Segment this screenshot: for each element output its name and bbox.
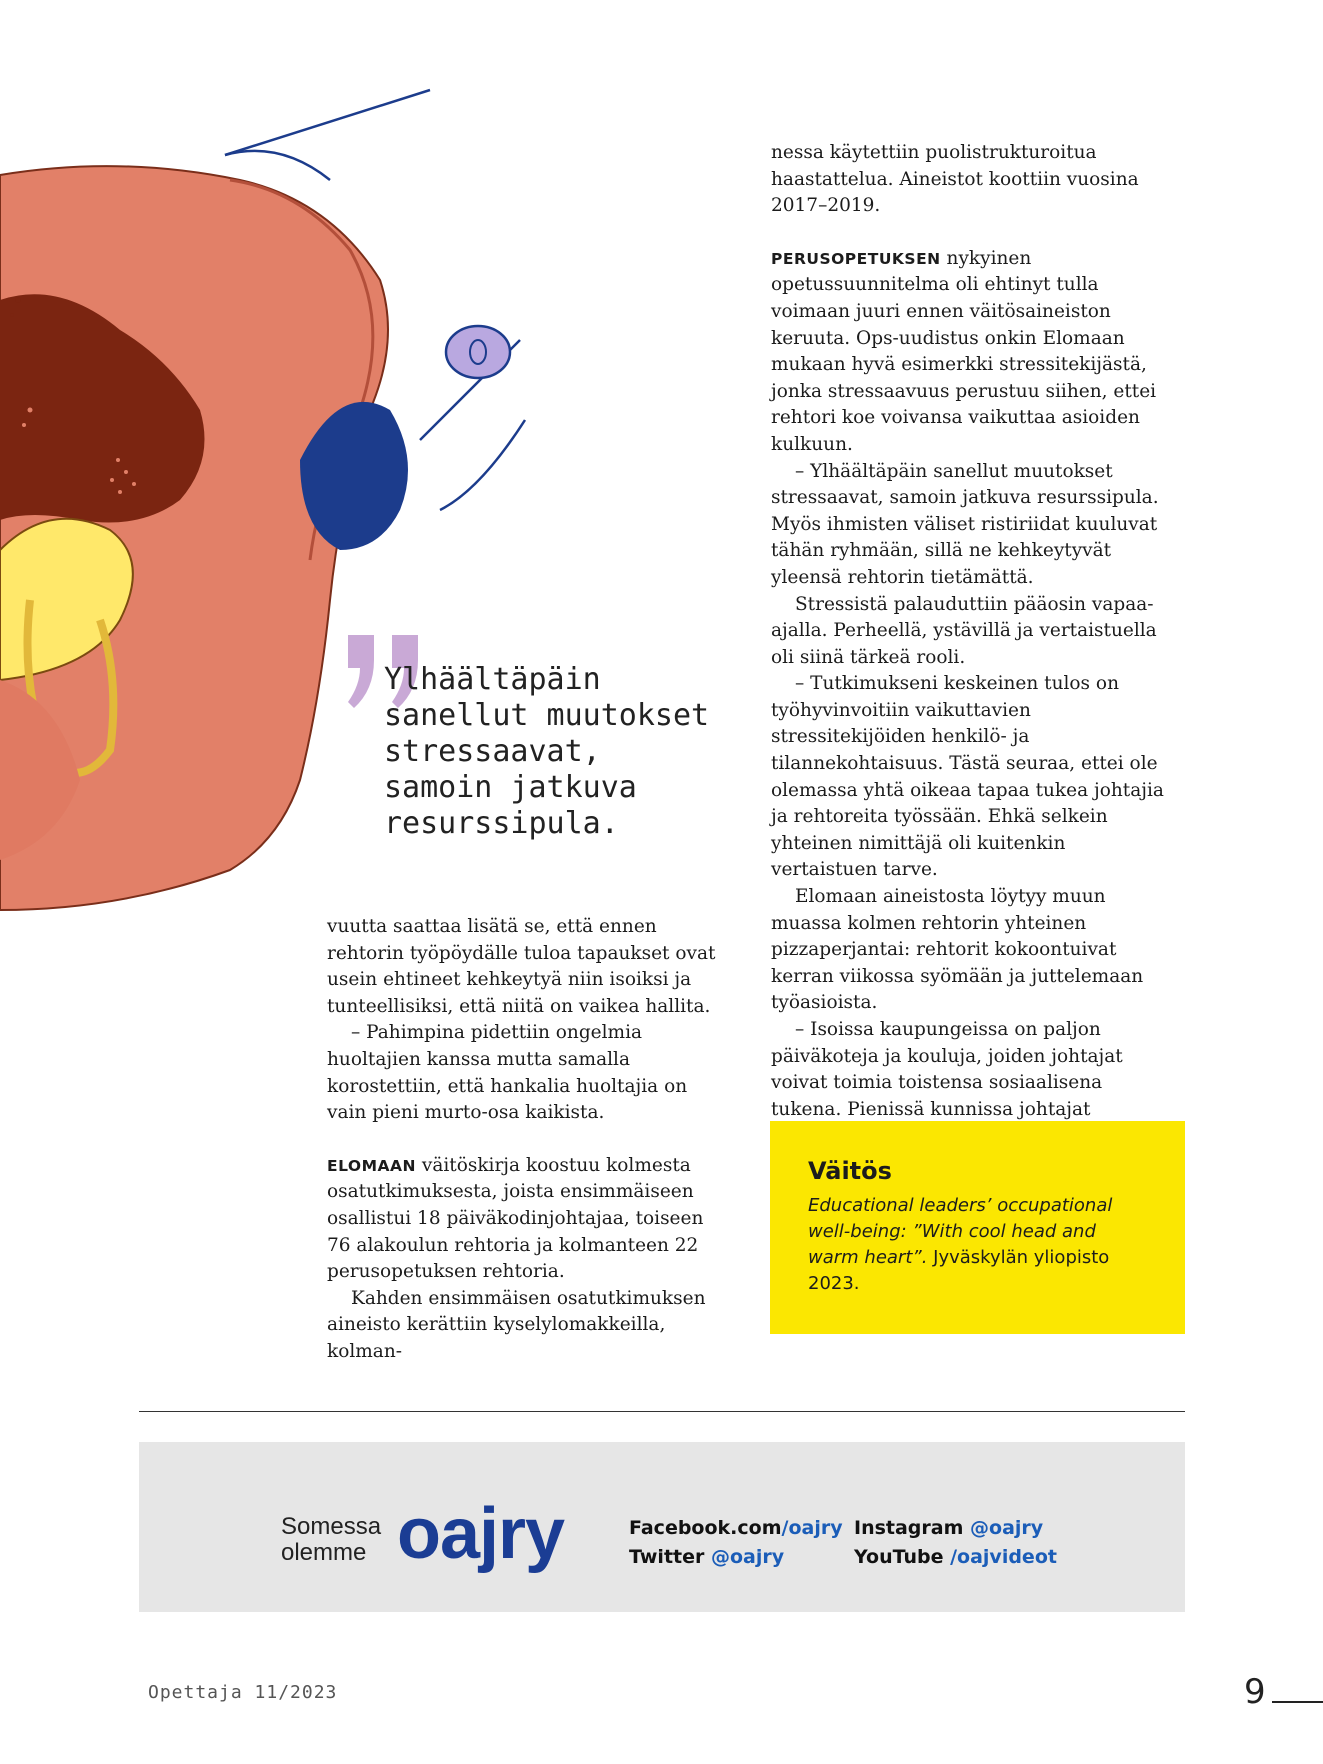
paragraph: Elomaan aineistosta löytyy muun muassa kolmen rehtorin yhteinen pizzaperjantai: rehtorit kokoontuivat kerran viikossa syömään ja juttelemaan työasioista.: [771, 886, 1144, 1014]
paragraph: – Tutkimukseni keskeinen tulos on työhyvinvoitiin vaikuttavien stressitekijöiden henkilö- ja tilannekohtaisuus. Tästä seuraa, ettei ole olemassa yhtä oikeaa tapaa tukea johtajia ja rehtoreita työssään. Ehkä selkein yhteinen nimittäjä oli kuitenkin vertaistuen tarve.: [771, 673, 1164, 881]
paragraph-with-lead: [771, 246, 1175, 459]
section-divider: [139, 1411, 1185, 1412]
somessa-olemme-text: [281, 1514, 381, 1566]
youtube-link[interactable]: YouTube /oajvideot: [854, 1546, 1057, 1568]
paragraph-text: väitöskirja koostuu kolmesta osatutkimuksesta, joista ensimmäiseen osallistui 18 päiväkodinjohtajaa, toiseen 76 alakoulun rehtoria ja kolmanteen 22 perusopetuksen rehtoria.: [327, 1154, 704, 1283]
social-links-right: [854, 1514, 1057, 1572]
paragraph: – Ylhäältäpäin sanellut muutokset stressaavat, samoin jatkuva resurssipula. Myös ihmisten väliset ristiriidat kuuluvat tähän ryhmään, sillä ne kehkeytyvät yleensä rehtorin tietämättä.: [771, 460, 1159, 588]
pull-quote: [384, 662, 744, 842]
article-column-left: [327, 914, 729, 1366]
paragraph: Kahden ensimmäisen osatutkimuksen aineisto kerättiin kyselylomakkeilla, kolman-: [327, 1287, 706, 1362]
social-links-left: [629, 1514, 843, 1572]
vaitos-description: [808, 1193, 1147, 1297]
pull-quote-line: resurssipula.: [384, 806, 619, 841]
dissertation-title: Educational leaders’ occupational well-being: ”With cool head and warm heart”.: [808, 1195, 1113, 1268]
twitter-link[interactable]: Twitter @oajry: [629, 1546, 785, 1568]
paragraph: – Pahimpina pidettiin ongelmia huoltajien kanssa mutta samalla korostettiin, että hankalia huoltajia on vain pieni murto-osa kaikista.: [327, 1022, 688, 1124]
paragraph: Stressistä palauduttiin pääosin vapaa-ajalla. Perheellä, ystävillä ja vertaistuella oli siinä tärkeä rooli.: [771, 593, 1157, 668]
paragraph: vuutta saattaa lisätä se, että ennen rehtorin työpöydälle tuloa tapaukset ovat usein ehtineet kehkeytyä niin isoiksi ja tunteellisiksi, että niitä on vaikea hallita.: [327, 916, 716, 1017]
facebook-link[interactable]: Facebook.com/oajry: [629, 1517, 843, 1539]
olemme-line: olemme: [281, 1539, 367, 1566]
social-media-banner: [139, 1442, 1185, 1612]
lead-word: ELOMAAN: [327, 1156, 416, 1175]
dissertation-publisher: Jyväskylän yliopisto 2023.: [808, 1247, 1110, 1294]
paragraph-with-lead: [327, 1153, 729, 1286]
publication-footer: Opettaja 11/2023: [148, 1682, 338, 1703]
article-column-right: [771, 140, 1175, 1150]
pull-quote-line: stressaavat,: [384, 734, 601, 769]
pull-quote-line: sanellut muutokset: [384, 698, 710, 733]
paragraph: – Isoissa kaupungeissa on paljon päiväkoteja ja kouluja, joiden johtajat voivat toimia toistensa sosiaalisena tukena. Pienissä kunnissa johtajat: [771, 1019, 1123, 1120]
vaitos-info-box: [770, 1121, 1185, 1334]
paragraph-text: nykyinen opetussuunnitelma oli ehtinyt tulla voimaan juuri ennen väitösaineiston keruuta. Ops-uudistus onkin Elomaan mukaan hyvä esimerkki stressitekijästä, jonka stressaavuus perustuu siihen, ettei rehtori koe voivansa vaikuttaa asioiden kulkuun.: [771, 247, 1157, 455]
oajry-logo: oajry: [397, 1494, 565, 1574]
pull-quote-line: samoin jatkuva: [384, 770, 637, 805]
page-number: 9: [1244, 1672, 1266, 1712]
instagram-link[interactable]: Instagram @oajry: [854, 1517, 1044, 1539]
lead-word: PERUSOPETUKSEN: [771, 249, 941, 268]
pull-quote-line: Ylhäältäpäin: [384, 662, 601, 697]
vaitos-title: Väitös: [808, 1157, 892, 1185]
paragraph: nessa käytettiin puolistrukturoitua haastattelua. Aineistot koottiin vuosina 2017–2019.: [771, 142, 1139, 217]
page-number-rule: [1272, 1701, 1323, 1703]
somessa-line: Somessa: [281, 1513, 382, 1540]
